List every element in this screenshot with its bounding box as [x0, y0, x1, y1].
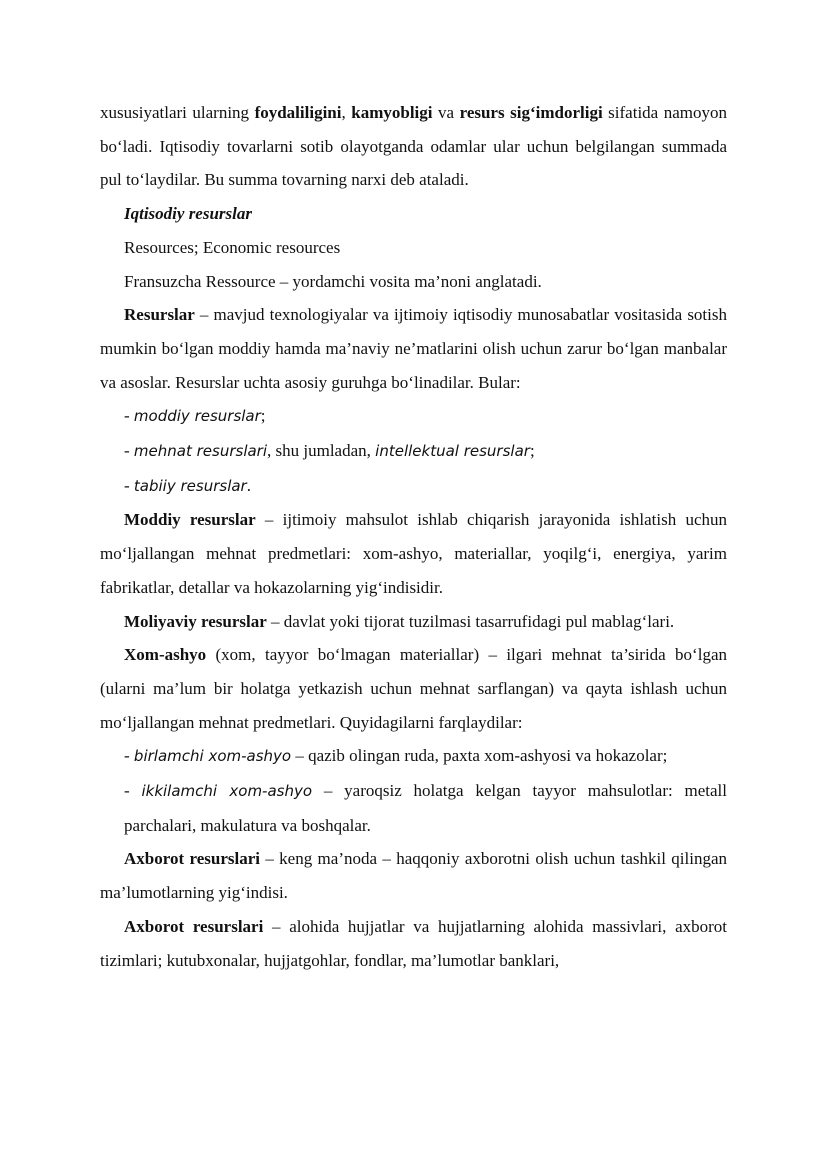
definition-text: – mavjud texnologiyalar va ijtimoiy iqtisodiy munosabatlar vositasida sotish mumkin bo‘lgan moddiy hamda ma’naviy ne’matlarini olish uchun zarur bo‘lgan manbalar va asoslar. Resurslar uchta asosiy guruhga bo‘linadilar. Bular:: [100, 305, 727, 392]
definition-term: Axborot resurslari: [124, 849, 260, 869]
list-item-text: – qazib olingan ruda, paxta xom-ashyosi va hokazolar;: [291, 746, 668, 766]
list-item-text: ;: [529, 441, 535, 461]
definition-term: Moddiy resurslar: [124, 510, 256, 530]
list-item-text: – yaroqsiz holatga kelgan tayyor mahsulotlar: metall parchalari, makulatura va boshqalar.: [124, 781, 727, 835]
list-item-italic: mehnat resurslari: [133, 442, 268, 461]
bold-term-kamyobligi: kamyobligi: [351, 103, 433, 122]
list-item-birlamchi: [100, 739, 727, 774]
text-segment: ,: [341, 103, 352, 122]
list-dash: -: [124, 475, 134, 495]
list-item-text: .: [246, 475, 251, 495]
text-segment: sifatida namoyon bo‘ladi. Iqtisodiy tovarlarni sotib olayotganda odamlar ular uchun belgilangan summada pul to‘laydilar. Bu summa tovarning narxi deb ataladi.: [100, 103, 728, 190]
list-item-text: , shu jumladan,: [267, 441, 376, 461]
list-item-moddiy: [100, 399, 727, 434]
definition-text: – davlat yoki tijorat tuzilmasi tasarrufidagi pul mablag‘lari.: [266, 611, 675, 631]
list-item-text: ;: [260, 406, 266, 426]
definition-moliyaviy-resurslar: [100, 605, 727, 639]
definition-text: – keng ma’noda – haqqoniy axborotni olish uchun tashkil qilingan ma’lumotlarning yig‘indisi.: [100, 849, 727, 903]
definition-term: Xom-ashyo: [124, 645, 207, 665]
list-item-italic: moddiy resurslar: [133, 407, 261, 426]
text-segment: va: [432, 103, 460, 122]
list-item-italic: tabiiy resurslar: [133, 476, 247, 495]
definition-text: – alohida hujjatlar va hujjatlarning alohida massivlari, axborot tizimlari; kutubxonalar, hujjatgohlar, fondlar, ma’lumotlar banklari,: [100, 916, 728, 970]
definition-text: (xom, tayyor bo‘lmagan materiallar) – ilgari mehnat ta’sirida bo‘lgan (ularni ma’lum bir holatga yetkazish uchun mehnat sarflangan) va qayta ishlash uchun mo‘ljallangan mehnat predmetlari. Quyidagilarni farqlaydilar:: [100, 645, 727, 732]
list-item-mehnat: [100, 434, 727, 469]
definition-axborot-resurslari-1: [100, 842, 727, 909]
list-item-italic: ikkilamchi xom-ashyo: [141, 782, 313, 801]
section-subtitle: Iqtisodiy resurslar: [124, 204, 252, 224]
bold-term-resurs-sigimdorligi: resurs sig‘imdorligi: [459, 103, 603, 122]
list-item-tabiiy: [100, 469, 727, 504]
list-dash: -: [124, 746, 134, 766]
definition-moddiy-resurslar: [100, 503, 727, 604]
text-segment: xususiyatlari ularning: [100, 103, 255, 122]
list-dash: -: [124, 441, 134, 461]
document-body: [100, 96, 727, 977]
definition-term: Moliyaviy resurslar: [124, 611, 267, 631]
list-dash: -: [124, 781, 142, 801]
list-dash: -: [124, 406, 134, 426]
bold-term-foydaliligini: foydaliligini: [254, 103, 342, 122]
list-item-ikkilamchi: [100, 774, 727, 842]
definition-text: – ijtimoiy mahsulot ishlab chiqarish jarayonida ishlatish uchun mo‘ljallangan mehnat predmetlari: xom-ashyo, materiallar, yoqilg‘i, energiya, yarim fabrikatlar, detallar va hokazolarning yig‘indisidir.: [100, 510, 727, 597]
definition-term: Axborot resurslari: [124, 916, 264, 936]
paragraph-intro: [100, 96, 727, 197]
definition-xom-ashyo: [100, 638, 727, 739]
definition-axborot-resurslari-2: [100, 910, 727, 977]
definition-term: Resurslar: [124, 305, 195, 325]
list-item-italic: birlamchi xom-ashyo: [133, 747, 292, 766]
list-item-italic: intellektual resurslar: [375, 442, 530, 461]
etymology-line: Fransuzcha Ressource – yordamchi vosita ma’noni anglatadi.: [124, 271, 542, 291]
definition-resurslar: [100, 298, 727, 399]
english-translation: Resources; Economic resources: [124, 237, 341, 257]
